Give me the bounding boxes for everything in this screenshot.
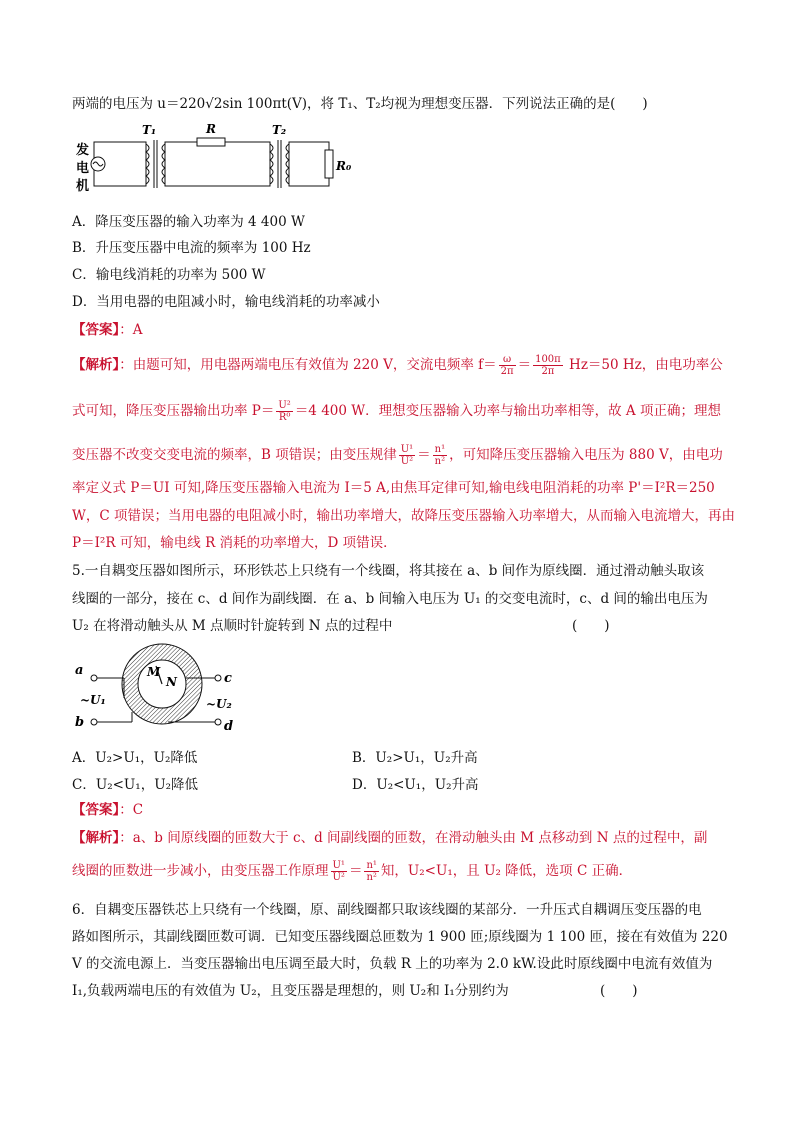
transmission-circuit-figure [72,120,372,196]
label-u2: ~U₂ [206,697,232,711]
q4-option-d: D．当用电器的电阻减小时，输电线消耗的功率减小 [72,294,380,310]
gen-label-2: 电 [76,161,90,176]
q4-option-c: C．输电线消耗的功率为 500 W [72,267,266,283]
q4-explain-line-5: W，C 项错误；当用电器的电阻减小时，输出功率增大，故降压变压器输入功率增大，从而输入电流增大，再由 [72,508,735,524]
q5-explain-line-1: 【解析】：a、b 间原线圈的匝数大于 c、d 间副线圈的匝数，在滑动触头由 M 点移动到 N 点的过程中，副 [72,830,708,846]
q5-option-b: B．U₂>U₁，U₂升高 [352,750,478,766]
label-b: b [75,715,85,730]
q5-option-a: A．U₂>U₁，U₂降低 [72,750,198,766]
q5-bracket: ( ) [572,618,610,634]
t1-label: T₁ [142,123,157,137]
answer-value: ：A [119,322,143,338]
label-m: M [147,665,161,679]
q5-stem-line-2: 线圈的一部分，接在 c、d 间作为副线圈．在 a、b 间输入电压为 U₁ 的交变电流时，c、d 间的输出电压为 [72,591,708,607]
answer-tag: 【答案】 [72,322,120,338]
q5-stem-line-1: 5.一自耦变压器如图所示，环形铁芯上只绕有一个线圈，将其接在 a、b 间作为原线圈．通过滑动触头取该 [72,563,705,579]
gen-label-1: 发 [76,143,90,158]
q6-stem-line-2: 路如图所示，其副线圈匝数可调．已知变压器线圈总匝数为 1 900 匝;原线圈为 1 100 匝，接在有效值为 220 [72,929,728,945]
label-a: a [75,663,84,678]
r0-label: R₀ [336,159,352,173]
q4-explain-line-6: P＝I²R 可知，输电线 R 消耗的功率增大，D 项错误． [72,535,397,551]
q5-option-c: C．U₂<U₁，U₂降低 [72,777,199,793]
q6-stem-line-3: V 的交流电源上．当变压器输出电压调至最大时，负载 R 上的功率为 2.0 kW.设此时原线圈中电流有效值为 [72,956,713,972]
t2-label: T₂ [272,123,287,137]
q6-stem-line-1: 6．自耦变压器铁芯上只绕有一个线圈，原、副线圈都只取该线圈的某部分．一升压式自耦调压变压器的电 [72,902,702,918]
q6-bracket: ( ) [600,983,638,999]
q4-option-b: B．升压变压器中电流的频率为 100 Hz [72,240,311,256]
q5-option-d: D．U₂<U₁，U₂升高 [352,777,479,793]
label-c: c [224,671,232,686]
label-d: d [224,719,234,734]
q4-option-a: A．降压变压器的输入功率为 4 400 W [72,214,305,230]
label-n: N [166,675,177,689]
q4-stem: 两端的电压为 u＝220√2sin 100πt(V)，将 T₁、T₂均视为理想变压器．下列说法正确的是( ) [72,96,648,112]
q4-answer [72,320,143,340]
q5-answer: 【答案】：C [72,802,144,818]
q4-explain-line-1: 【解析】：由题可知，用电器两端电压有效值为 220 V，交流电频率 f＝ $\frac{\omega}{2\pi}$ ＝ $\frac{100\pi}{2\pi}$ Hz＝50 Hz，由电功率公 [72,354,723,377]
q5-explain-line-2: 线圈的匝数进一步减小，由变压器工作原理 $\frac{\text{U¹}}{\text{U²}}$ ＝ $\frac{\text{n¹}}{\text{n²}}$ 知，U₂<U₁，且 U₂ 降低，选项 C 正确． [72,860,633,883]
r-label: R [206,122,216,136]
label-u1: ~U₁ [80,693,106,707]
q4-explain-line-2: 式可知，降压变压器输出功率 P＝ $\frac{\text{U²}}{\text{R⁰}}$ ＝4 400 W．理想变压器输入功率与输出功率相等，故 A 项正确；理想 [72,400,721,423]
explain-tag: 【解析】 [72,357,120,373]
q4-explain-line-3: 变压器不改变交变电流的频率，B 项错误；由变压规律 $\frac{\text{U¹}}{\text{U²}}$ ＝ $\frac{\text{n¹}}{\text{n²}}$ ，可知降压变压器输入电压为 880 V，由电功 [72,444,723,467]
gen-label-3: 机 [76,179,90,194]
autotransformer-figure [72,642,242,734]
q4-explain-line-4: 率定义式 P＝UI 可知,降压变压器输入电流为 I＝5 A,由焦耳定律可知,输电线电阻消耗的功率 P'＝I²R＝250 [72,480,715,496]
q5-stem-line-3: U₂ 在将滑动触头从 M 点顺时针旋转到 N 点的过程中 [72,618,393,634]
q6-stem-line-4: I₁,负载两端电压的有效值为 U₂，且变压器是理想的，则 U₂和 I₁分别约为 [72,983,509,999]
